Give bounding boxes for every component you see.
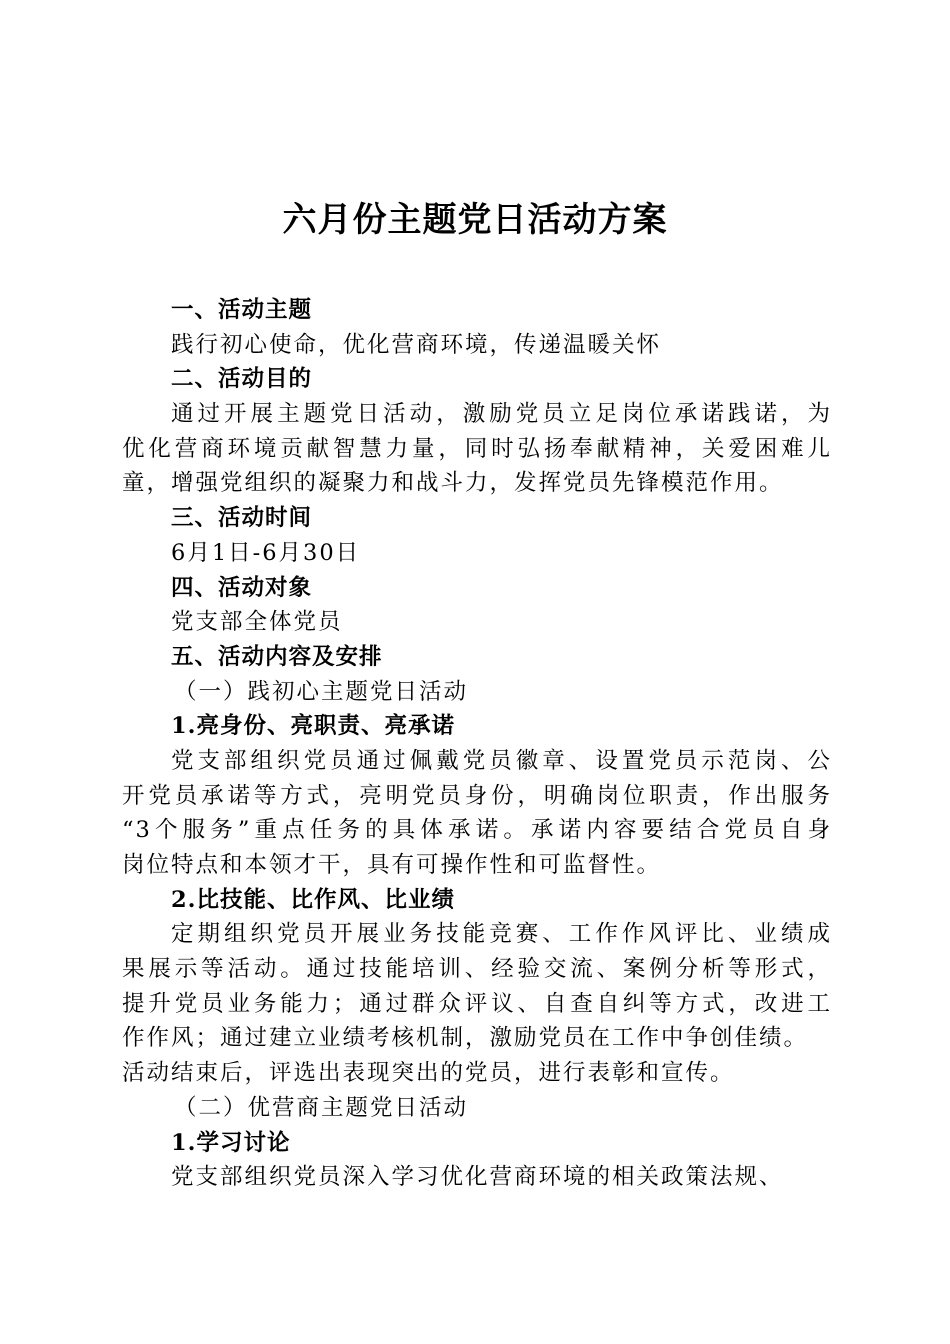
- item-heading-3: 1.学习讨论: [171, 1129, 291, 1156]
- section-heading-theme: 一、活动主题: [171, 297, 313, 323]
- item-heading-1: 1.亮身份、亮职责、亮承诺: [171, 713, 455, 740]
- section-text-theme: 践行初心使命，优化营商环境，传递温暖关怀: [171, 331, 662, 358]
- document-title: 六月份主题党日活动方案: [282, 200, 668, 240]
- subsection-heading-2: （二）优营商主题党日活动: [174, 1094, 469, 1121]
- paragraph-line: 定期组织党员开展业务技能竞赛、工作作风评比、业绩成: [171, 921, 832, 948]
- paragraph-line: 活动结束后，评选出表现突出的党员，进行表彰和宣传。: [122, 1060, 735, 1087]
- section-heading-purpose: 二、活动目的: [171, 366, 313, 393]
- paragraph-line: 提升党员业务能力；通过群众评议、自查自纠等方式，改进工: [122, 990, 832, 1017]
- paragraph-line: 开党员承诺等方式，亮明党员身份，明确岗位职责，作出服务: [122, 782, 832, 809]
- subsection-heading-1: （一）践初心主题党日活动: [174, 678, 469, 705]
- paragraph-line: “3个服务”重点任务的具体承诺。承诺内容要结合党员自身: [122, 817, 832, 844]
- paragraph-line: 果展示等活动。通过技能培训、经验交流、案例分析等形式，: [122, 956, 832, 983]
- paragraph-line: 优化营商环境贡献智慧力量，同时弘扬奉献精神，关爱困难儿: [122, 435, 832, 462]
- section-heading-content: 五、活动内容及安排: [171, 643, 383, 670]
- paragraph-line: 岗位特点和本领才干，具有可操作性和可监督性。: [122, 852, 662, 878]
- item-heading-2: 2.比技能、比作风、比业绩: [171, 886, 455, 913]
- document-body: [122, 293, 832, 1195]
- paragraph-line: 通过开展主题党日活动，激励党员立足岗位承诺践诺，为: [171, 401, 832, 428]
- section-text-time: 6月1日-6月30日: [171, 539, 361, 566]
- section-heading-target: 四、活动对象: [171, 574, 313, 601]
- section-heading-time: 三、活动时间: [171, 505, 313, 532]
- paragraph-line: 童，增强党组织的凝聚力和战斗力，发挥党员先锋模范作用。: [122, 470, 784, 497]
- section-text-target: 党支部全体党员: [171, 609, 343, 636]
- paragraph-line: 作作风；通过建立业绩考核机制，激励党员在工作中争创佳绩。: [122, 1025, 809, 1052]
- paragraph-line: 党支部组织党员通过佩戴党员徽章、设置党员示范岗、公: [171, 747, 832, 774]
- paragraph-line: 党支部组织党员深入学习优化营商环境的相关政策法规、: [171, 1164, 784, 1191]
